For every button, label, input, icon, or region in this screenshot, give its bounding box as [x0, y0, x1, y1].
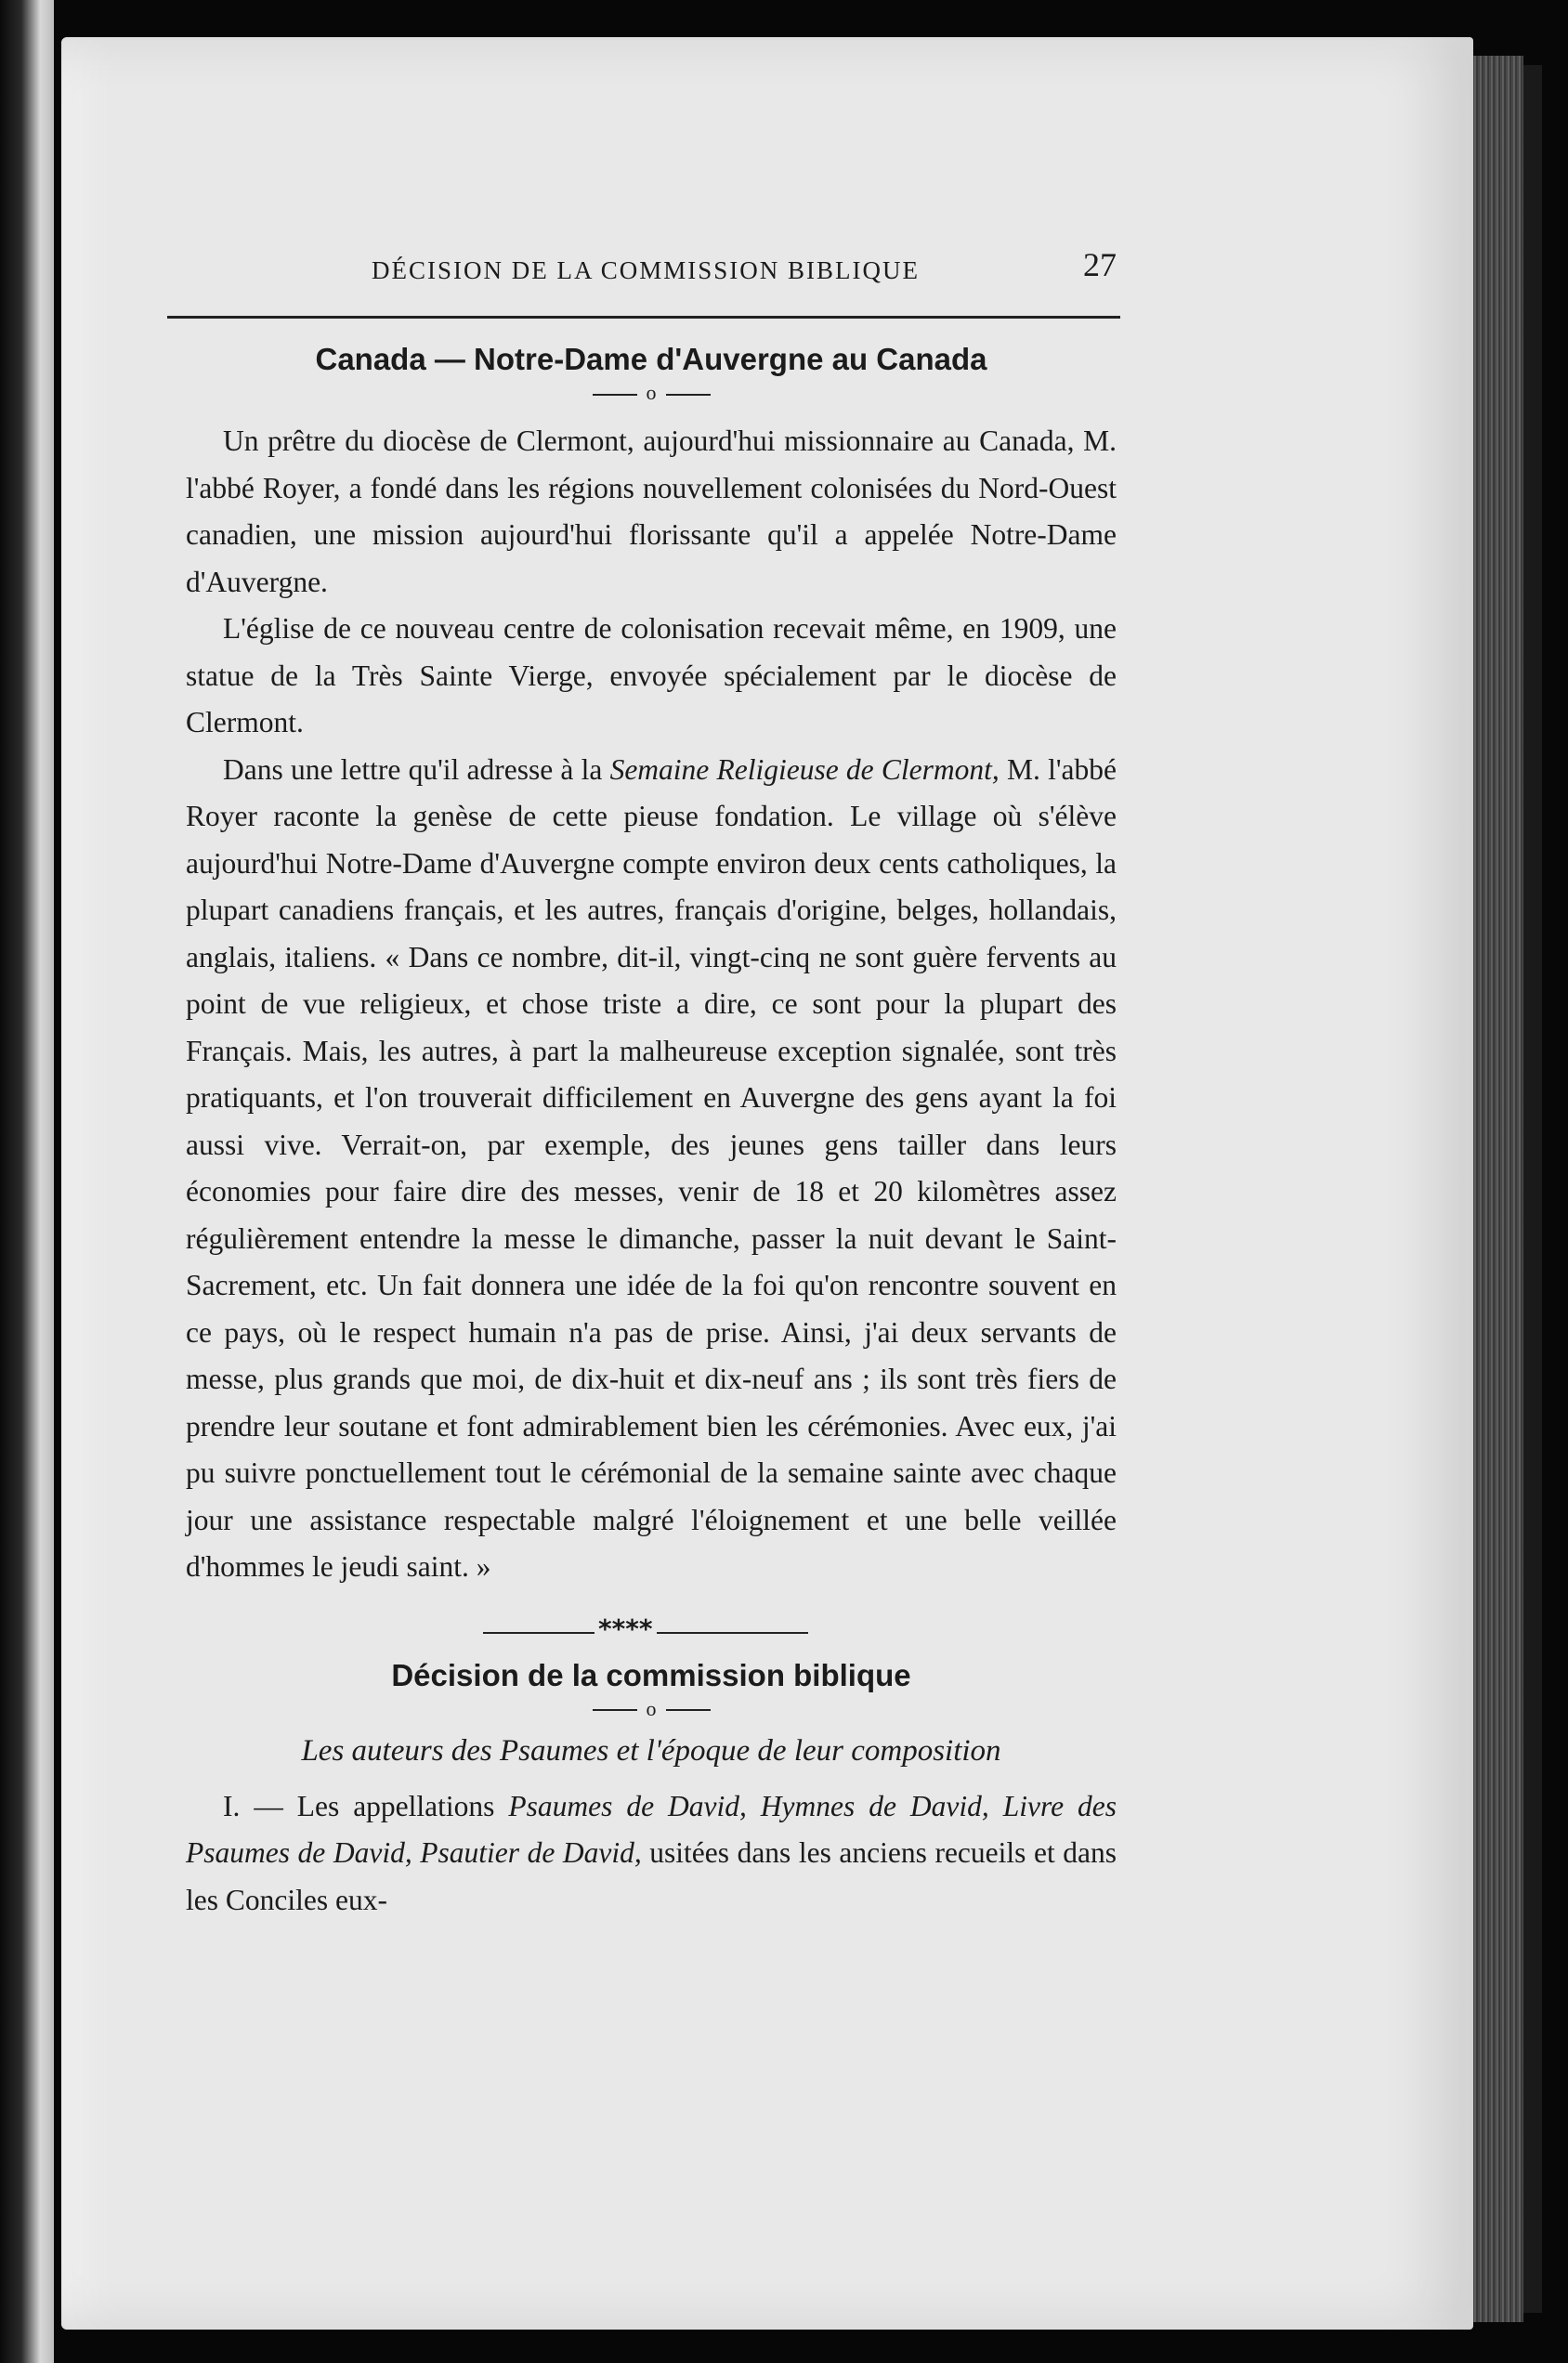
- section-ornament: [186, 1613, 1117, 1651]
- ornament-stars: ****: [595, 1613, 657, 1644]
- paragraph-text: I. — Les appellations: [223, 1789, 509, 1822]
- paragraph: Un prêtre du diocèse de Clermont, aujourd'hui missionnaire au Canada, M. l'abbé Royer, a fondé dans les régions nouvellement colonisées du Nord-Ouest canadien, une mission aujourd'hui florissante qu'il a appelée Notre-Dame d'Auvergne.: [186, 424, 1117, 598]
- separator-line: [593, 394, 637, 396]
- book-cover-edge: [1523, 65, 1542, 2313]
- italic-titles: Psaumes de David, Hymnes de David, Livre des Psaumes de David, Psautier de David,: [186, 1789, 1117, 1869]
- page-number: 27: [1083, 246, 1117, 283]
- header-rule: [167, 316, 1120, 319]
- book-gutter: [0, 0, 54, 2363]
- paragraph-text: Dans une lettre qu'il adresse à la: [223, 752, 610, 786]
- title-separator: [186, 381, 1117, 405]
- paragraph-text: usitées dans les anciens recueils et dans les Conciles eux-: [186, 1836, 1117, 1916]
- paragraph-text: M. l'abbé Royer raconte la genèse de cette pieuse fondation. Le village où s'élève aujourd'hui Notre-Dame d'Auvergne compte environ deux cents catholiques, la plupart canadiens français, et les autres, français d'origine, belges, hollandais, anglais, italiens. « Dans ce nombre, dit-il, vingt-cinq ne sont guère fervents au point de vue religieux, et chose triste a dire, ce sont pour la plupart des Français. Mais, les autres, à part la malheureuse exception signalée, sont très pratiquants, et l'on trouverait difficilement en Auvergne des gens ayant la foi aussi vive. Verrait-on, par exemple, des jeunes gens tailler dans leurs économies pour faire dire des messes, venir de 18 et 20 kilomètres assez régulièrement entendre la messe le dimanche, passer la nuit devant le Saint-Sacrement, etc. Un fait donnera une idée de la foi qu'on rencontre souvent en ce pays, où le respect humain n'a pas de prise. Ainsi, j'ai deux servants de messe, plus grands que moi, de dix-huit et dix-neuf ans ; ils sont très fiers de prendre leur soutane et font admirablement bien les cérémonies. Avec eux, j'ai pu suivre ponctuellement tout le cérémonial de la semaine sainte avec chaque jour une assistance respectable malgré l'éloignement et une belle veillée d'hommes le jeudi saint. »: [186, 752, 1117, 1583]
- running-title: DÉCISION DE LA COMMISSION BIBLIQUE: [372, 256, 921, 284]
- section-title-decision: Décision de la commission biblique: [391, 1657, 911, 1692]
- separator-mark: o: [646, 381, 657, 404]
- separator-mark: o: [646, 1696, 657, 1720]
- paragraph: [186, 747, 1117, 1591]
- separator-line: [666, 394, 711, 396]
- paragraph: [186, 1783, 1117, 1925]
- paragraph: L'église de ce nouveau centre de colonisation recevait même, en 1909, une statue de la Très Sainte Vierge, envoyée spécialement par le diocèse de Clermont.: [186, 612, 1117, 738]
- separator-line: [593, 1709, 637, 1711]
- title-separator: [186, 1697, 1117, 1721]
- section-title-canada: Canada — Notre-Dame d'Auvergne au Canada: [315, 342, 987, 376]
- page-content: [186, 246, 1117, 1924]
- separator-line: [666, 1709, 711, 1711]
- section-subtitle: Les auteurs des Psaumes et l'époque de leur composition: [301, 1733, 1001, 1768]
- page-stack-edge: [1473, 56, 1523, 2322]
- running-head: [186, 246, 1117, 307]
- publication-title: Semaine Religieuse de Clermont,: [609, 752, 1000, 786]
